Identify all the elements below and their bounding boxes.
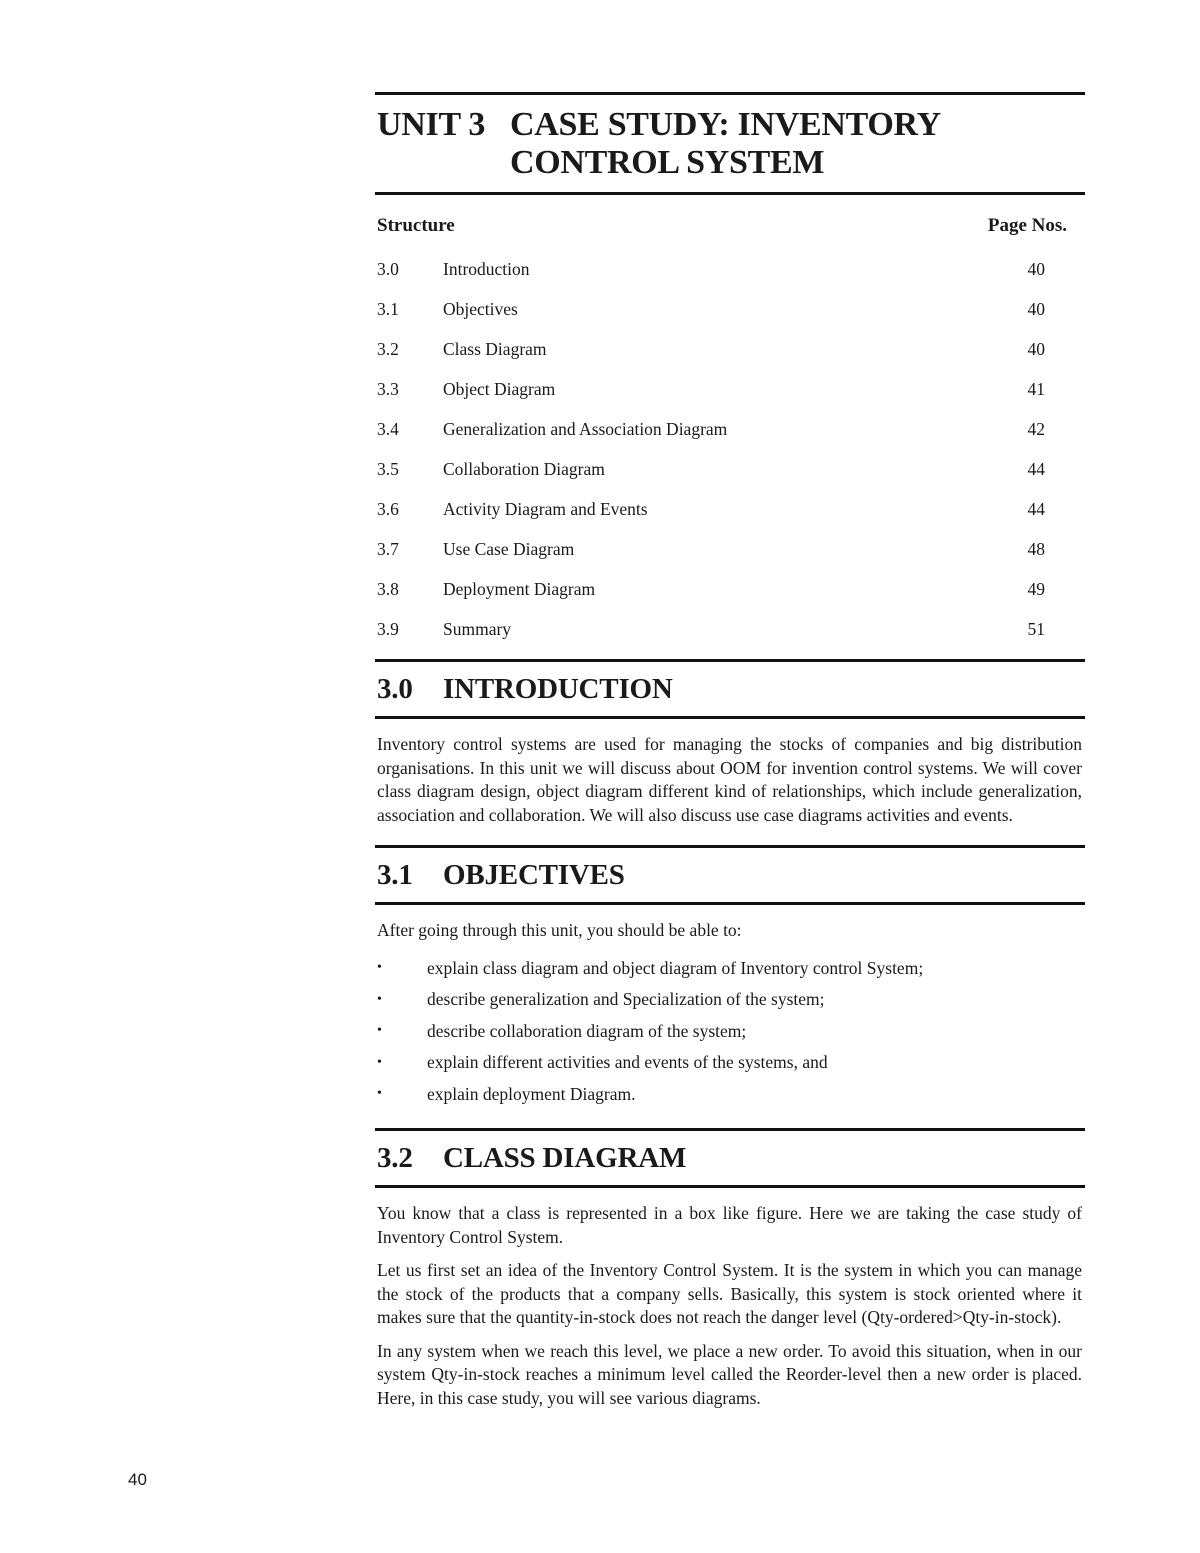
- section-number: 3.0: [377, 673, 413, 705]
- list-item-text: explain different activities and events of the systems, and: [427, 1052, 828, 1073]
- list-item-text: describe generalization and Specialization of the system;: [427, 989, 825, 1010]
- toc-number: 3.1: [377, 298, 399, 319]
- toc-row: [375, 489, 1085, 529]
- objectives-intro: After going through this unit, you should be able to:: [377, 920, 742, 940]
- list-item: [375, 984, 1085, 1016]
- bullet-icon: •: [377, 1054, 382, 1070]
- list-item-text: explain deployment Diagram.: [427, 1083, 636, 1104]
- bullet-icon: •: [377, 1023, 382, 1039]
- toc-number: 3.5: [377, 458, 399, 479]
- toc-number: 3.9: [377, 618, 399, 639]
- structure-header: [375, 215, 1085, 237]
- section-rule: [375, 902, 1085, 905]
- table-of-contents: [375, 249, 1085, 649]
- toc-page: 40: [1027, 258, 1045, 279]
- toc-page: 40: [1027, 338, 1045, 359]
- section-objectives: [375, 845, 1085, 1110]
- section-number: 3.2: [377, 1142, 413, 1174]
- toc-title: Generalization and Association Diagram: [443, 418, 728, 439]
- toc-number: 3.3: [377, 378, 399, 399]
- section-heading: [375, 848, 1085, 902]
- section-introduction: [375, 659, 1085, 827]
- list-item: [375, 1079, 1085, 1111]
- toc-page: 44: [1027, 458, 1045, 479]
- section-number: 3.1: [377, 859, 413, 891]
- toc-number: 3.8: [377, 578, 399, 599]
- introduction-paragraph: Inventory control systems are used for managing the stocks of companies and big distribution organisations. In this unit we will discuss about OOM for invention control systems. We will cover class diagram design, object diagram different kind of relationships, which include generalization, association and collaboration. We will also discuss use case diagrams activities and events.: [377, 734, 1082, 825]
- class-diagram-paragraph: In any system when we reach this level, we place a new order. To avoid this situation, when in our system Qty-in-stock reaches a minimum level called the Reorder-level then a new order is placed. Here, in this case study, you will see various diagrams.: [377, 1340, 1082, 1408]
- toc-title: Collaboration Diagram: [443, 458, 605, 479]
- toc-row: [375, 249, 1085, 289]
- toc-page: 42: [1027, 418, 1045, 439]
- section-title: INTRODUCTION: [443, 673, 673, 705]
- toc-row: [375, 529, 1085, 569]
- page-nos-heading: Page Nos.: [987, 215, 1067, 236]
- section-title: OBJECTIVES: [443, 859, 625, 891]
- toc-row: [375, 409, 1085, 449]
- toc-number: 3.0: [377, 258, 399, 279]
- section-class-diagram: [375, 1128, 1085, 1410]
- toc-title: Introduction: [443, 258, 530, 279]
- toc-title: Use Case Diagram: [443, 538, 575, 559]
- toc-title: Summary: [443, 618, 512, 639]
- bullet-icon: •: [377, 991, 382, 1007]
- toc-page: 48: [1027, 538, 1045, 559]
- unit-title-text: [510, 106, 1085, 182]
- bullet-icon: •: [377, 1086, 382, 1102]
- toc-row: [375, 329, 1085, 369]
- unit-title-line-1: CASE STUDY: INVENTORY: [510, 106, 941, 143]
- structure-heading: Structure: [377, 215, 455, 236]
- unit-title-line-2: CONTROL SYSTEM: [510, 144, 825, 181]
- toc-title: Class Diagram: [443, 338, 547, 359]
- toc-number: 3.2: [377, 338, 399, 359]
- list-item: [375, 953, 1085, 985]
- class-diagram-paragraph: You know that a class is represented in a box like figure. Here we are taking the case study of Inventory Control System.: [377, 1203, 1082, 1247]
- section-heading: [375, 1131, 1085, 1185]
- list-item: [375, 1016, 1085, 1048]
- toc-title: Activity Diagram and Events: [443, 498, 648, 519]
- objectives-list: [375, 953, 1085, 1111]
- toc-row: [375, 569, 1085, 609]
- toc-page: 41: [1027, 378, 1045, 399]
- section-rule: [375, 1185, 1085, 1188]
- section-rule: [375, 716, 1085, 719]
- document-body: [375, 92, 1085, 1410]
- section-title: CLASS DIAGRAM: [443, 1142, 687, 1174]
- unit-title: [375, 95, 1085, 192]
- toc-title: Object Diagram: [443, 378, 556, 399]
- toc-title: Objectives: [443, 298, 518, 319]
- toc-page: 44: [1027, 498, 1045, 519]
- toc-number: 3.7: [377, 538, 399, 559]
- page-number: 40: [128, 1470, 147, 1489]
- toc-row: [375, 369, 1085, 409]
- toc-title: Deployment Diagram: [443, 578, 596, 599]
- list-item-text: describe collaboration diagram of the system;: [427, 1020, 747, 1041]
- toc-number: 3.4: [377, 418, 399, 439]
- unit-number: UNIT 3: [377, 106, 486, 143]
- toc-row: [375, 609, 1085, 649]
- toc-page: 51: [1027, 618, 1045, 639]
- toc-number: 3.6: [377, 498, 399, 519]
- section-heading: [375, 662, 1085, 716]
- list-item: [375, 1047, 1085, 1079]
- toc-row: [375, 289, 1085, 329]
- toc-page: 40: [1027, 298, 1045, 319]
- bullet-icon: •: [377, 960, 382, 976]
- unit-title-rule: [375, 192, 1085, 195]
- list-item-text: explain class diagram and object diagram of Inventory control System;: [427, 957, 924, 978]
- toc-page: 49: [1027, 578, 1045, 599]
- toc-row: [375, 449, 1085, 489]
- class-diagram-paragraph: Let us first set an idea of the Inventory Control System. It is the system in which you can manage the stock of the products that a company sells. Basically, this system is stock oriented where it makes sure that the quantity-in-stock does not reach the danger level (Qty-ordered>Qty-in-stock).: [377, 1260, 1082, 1327]
